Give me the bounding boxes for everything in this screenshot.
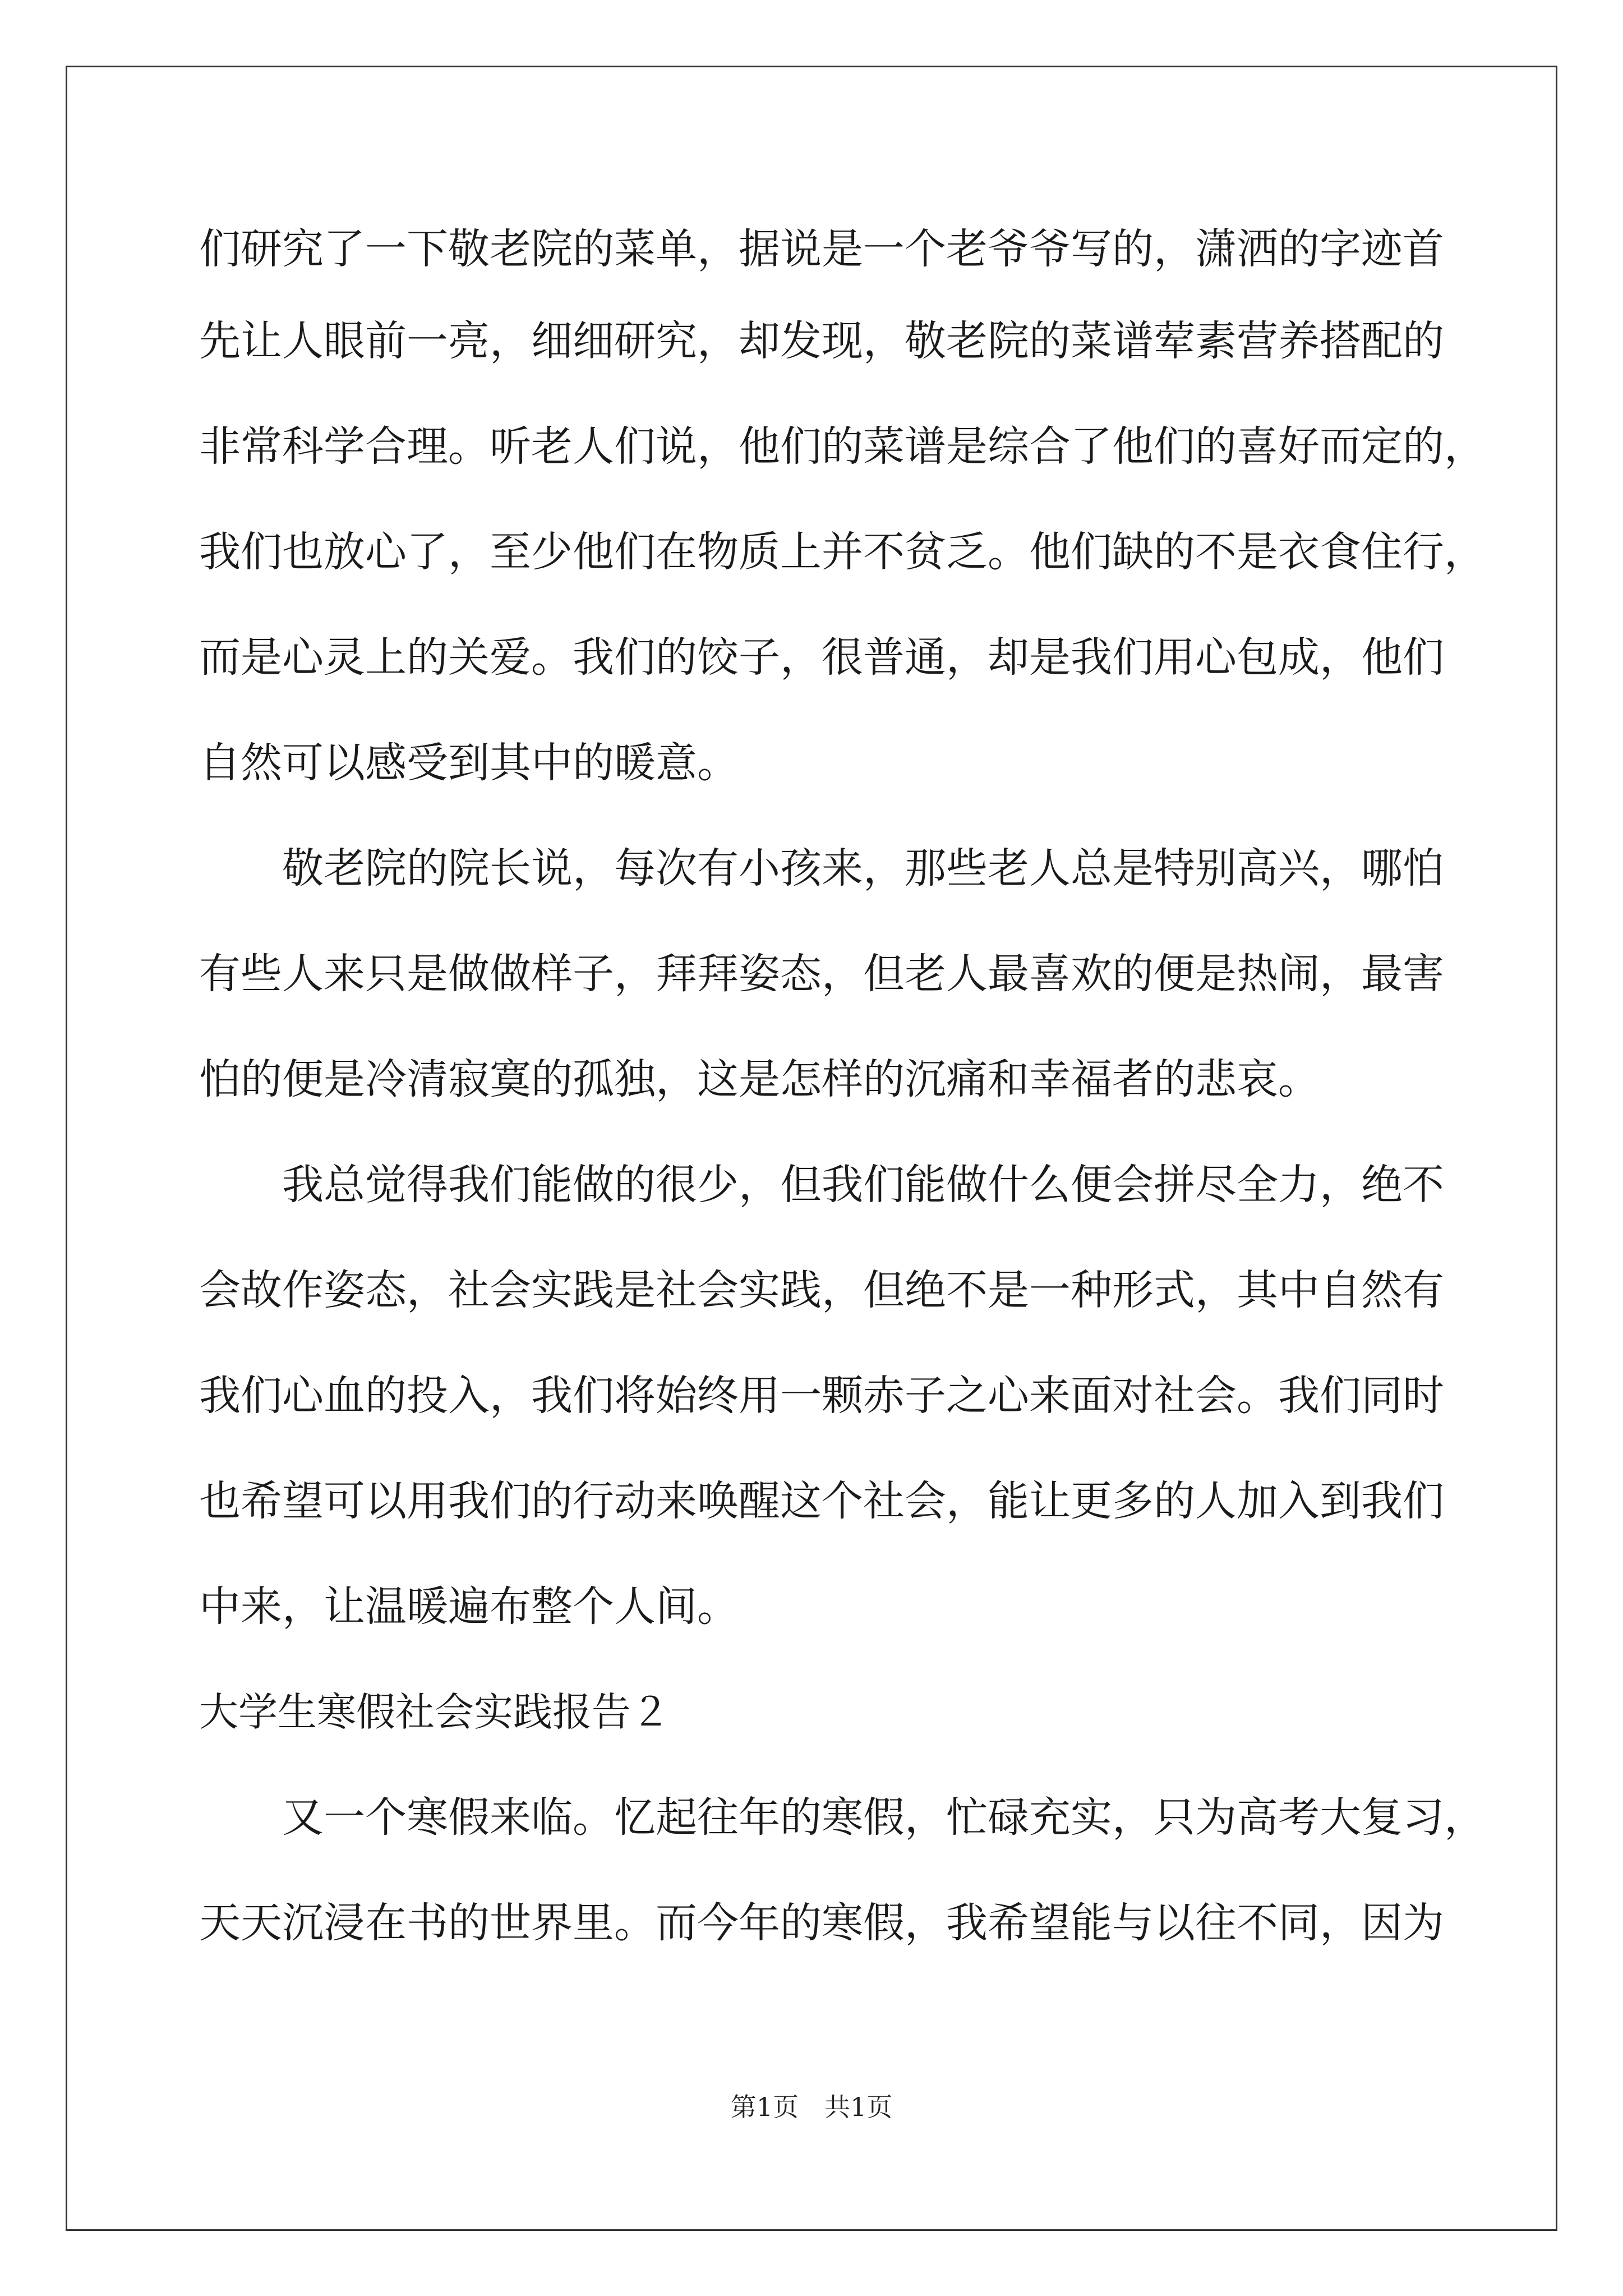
text-line: 怕的便是冷清寂寞的孤独，这是怎样的沉痛和幸福者的悲哀。 bbox=[199, 1055, 1320, 1103]
text-line: 中来，让温暖遍布整个人间。 bbox=[199, 1582, 739, 1631]
paragraph-start-line: 敬老院的院长说，每次有小孩来，那些老人总是特别高兴，哪怕 bbox=[282, 844, 1444, 892]
paragraph-start-line: 我总觉得我们能做的很少，但我们能做什么便会拼尽全力，绝不 bbox=[282, 1161, 1444, 1209]
text-line: 会故作姿态，社会实践是社会实践，但绝不是一种形式，其中自然有 bbox=[199, 1266, 1444, 1314]
text-line: 有些人来只是做做样子，拜拜姿态，但老人最喜欢的便是热闹，最害 bbox=[199, 950, 1444, 998]
section-heading: 大学生寒假社会实践报告２ bbox=[199, 1689, 670, 1735]
text-line: 们研究了一下敬老院的菜单，据说是一个老爷爷写的，潇洒的字迹首 bbox=[199, 225, 1444, 273]
text-line: 自然可以感受到其中的暖意。 bbox=[199, 739, 739, 787]
text-line: 也希望可以用我们的行动来唤醒这个社会，能让更多的人加入到我们 bbox=[199, 1477, 1444, 1525]
text-line: 先让人眼前一亮，细细研究，却发现，敬老院的菜谱荤素营养搭配的 bbox=[199, 317, 1444, 365]
text-line: 而是心灵上的关爱。我们的饺子，很普通，却是我们用心包成，他们 bbox=[199, 633, 1444, 682]
paragraph-start-line: 又一个寒假来临。忆起往年的寒假，忙碌充实，只为高考大复习， bbox=[282, 1793, 1486, 1842]
text-line: 天天沉浸在书的世界里。而今年的寒假，我希望能与以往不同，因为 bbox=[199, 1899, 1444, 1947]
document-body bbox=[199, 210, 1486, 1976]
page-number-footer: 第1页 共1页 bbox=[730, 2092, 893, 2122]
text-line: 我们也放心了，至少他们在物质上并不贫乏。他们缺的不是衣食住行， bbox=[199, 528, 1486, 576]
text-line: 非常科学合理。听老人们说，他们的菜谱是综合了他们的喜好而定的， bbox=[199, 422, 1486, 471]
text-line: 我们心血的投入，我们将始终用一颗赤子之心来面对社会。我们同时 bbox=[199, 1372, 1444, 1420]
